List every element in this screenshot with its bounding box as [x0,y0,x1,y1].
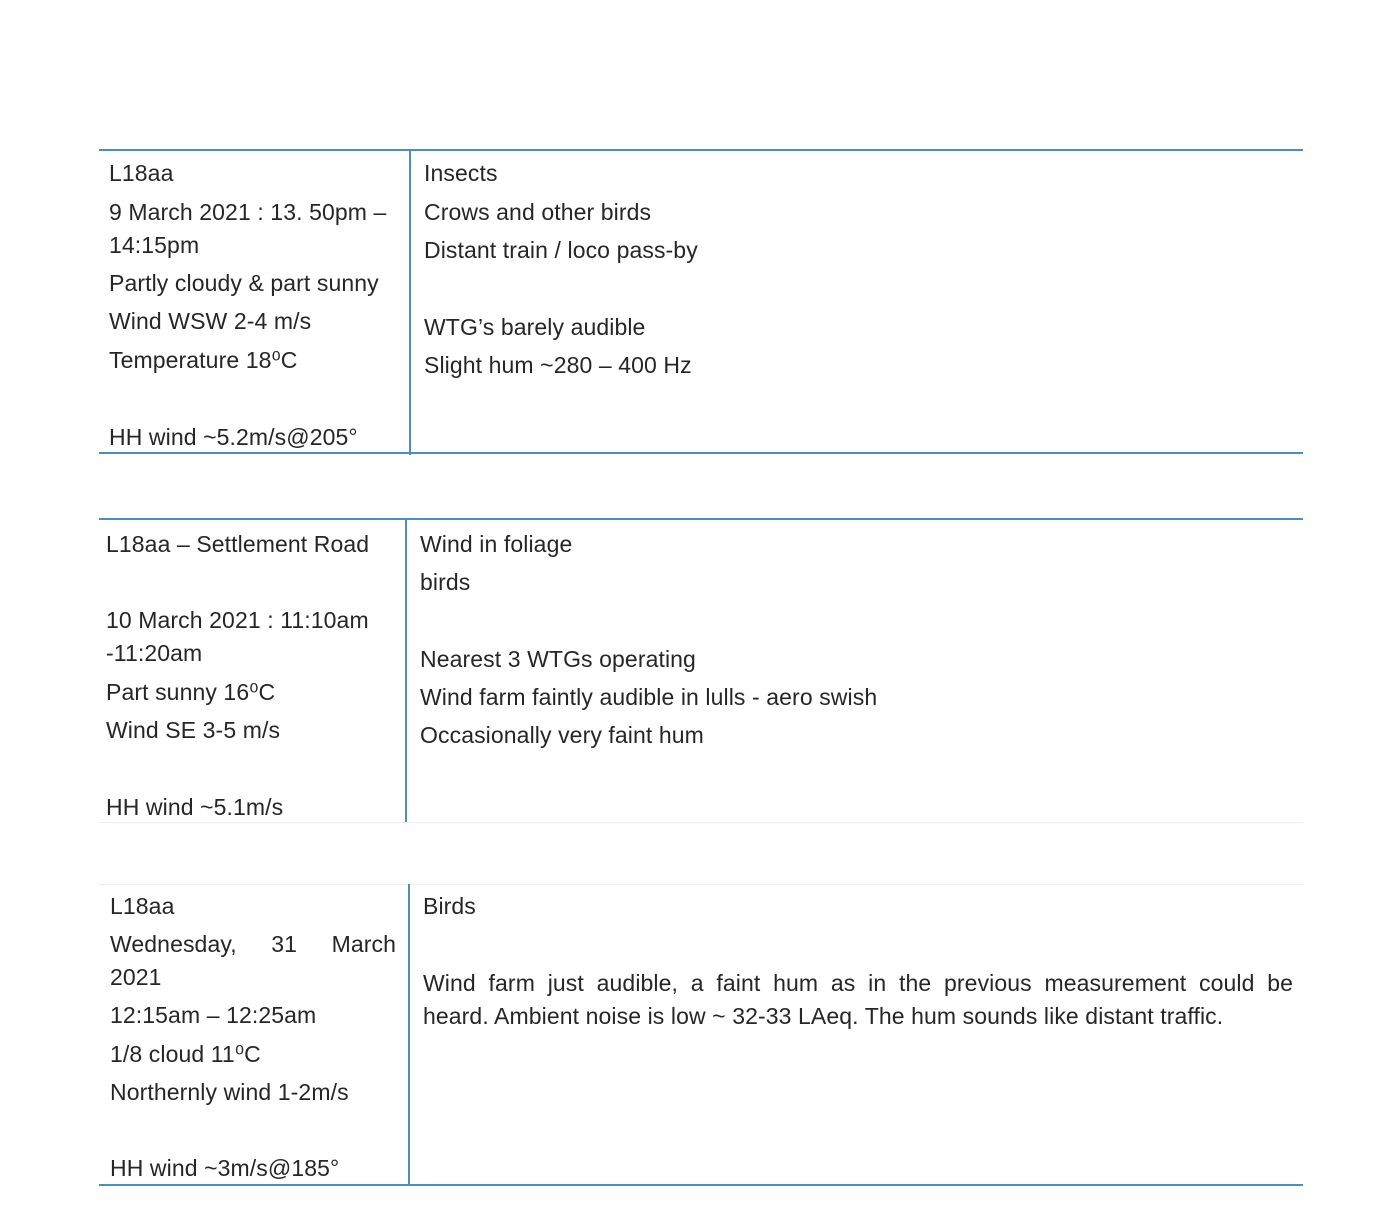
observation-line: Insects [424,160,498,186]
time-line: 12:15am – 12:25am [110,1002,317,1028]
time-line: 14:15pm [109,232,200,258]
observation-line: Crows and other birds [424,199,652,225]
weather-conditions: 1/8 cloud 11⁰C [110,1041,261,1067]
wind-conditions: Wind SE 3-5 m/s [106,717,281,743]
temperature: Temperature 18⁰C [109,347,298,373]
observation-line: birds [420,569,471,595]
table-bottom-border [99,1184,1303,1186]
observation-line: Distant train / loco pass-by [424,237,698,263]
date-line: 10 March 2021 : 11:10am [106,607,369,633]
site-id: L18aa – Settlement Road [106,531,370,557]
weather-conditions: Part sunny 16⁰C [106,679,276,705]
hub-height-wind: HH wind ~5.2m/s@205° [109,424,358,450]
entry-table-2 [99,518,1303,824]
observation-line: Wind farm faintly audible in lulls - aero swish [420,684,878,710]
observation-line: WTG’s barely audible [424,314,646,340]
sky-conditions: Partly cloudy & part sunny [109,270,379,296]
wind-conditions: Wind WSW 2-4 m/s [109,308,312,334]
observation-line: Wind in foliage [420,531,573,557]
observation-line: Slight hum ~280 – 400 Hz [424,352,692,378]
column-divider [409,149,411,455]
table-top-border [99,149,1303,151]
date-line: Wednesday, 31 March [110,931,396,957]
column-divider [405,518,407,823]
hub-height-wind: HH wind ~5.1m/s [106,794,284,820]
observation-paragraph-line: heard. Ambient noise is low ~ 32-33 LAeq. The hum sounds like distant traffic. [423,1003,1224,1029]
wind-conditions: Northernly wind 1-2m/s [110,1079,349,1105]
observation-line: Occasionally very faint hum [420,722,704,748]
site-id: L18aa [110,893,175,919]
table-top-border [99,884,1303,885]
table-bottom-border [99,452,1303,454]
column-divider [408,884,410,1186]
entry-table-3 [99,884,1303,1188]
time-line: -11:20am [106,640,203,666]
table-top-border [99,518,1303,520]
year-line: 2021 [110,964,162,990]
site-id: L18aa [109,160,174,186]
hub-height-wind: HH wind ~3m/s@185° [110,1155,340,1181]
observation-paragraph-line: Wind farm just audible, a faint hum as in the previous measurement could be [423,970,1293,996]
observation-line: Nearest 3 WTGs operating [420,646,696,672]
table-bottom-border [99,822,1303,823]
observation-line: Birds [423,893,476,919]
date-line: 9 March 2021 : 13. 50pm – [109,199,387,225]
entry-table-1 [99,149,1303,455]
